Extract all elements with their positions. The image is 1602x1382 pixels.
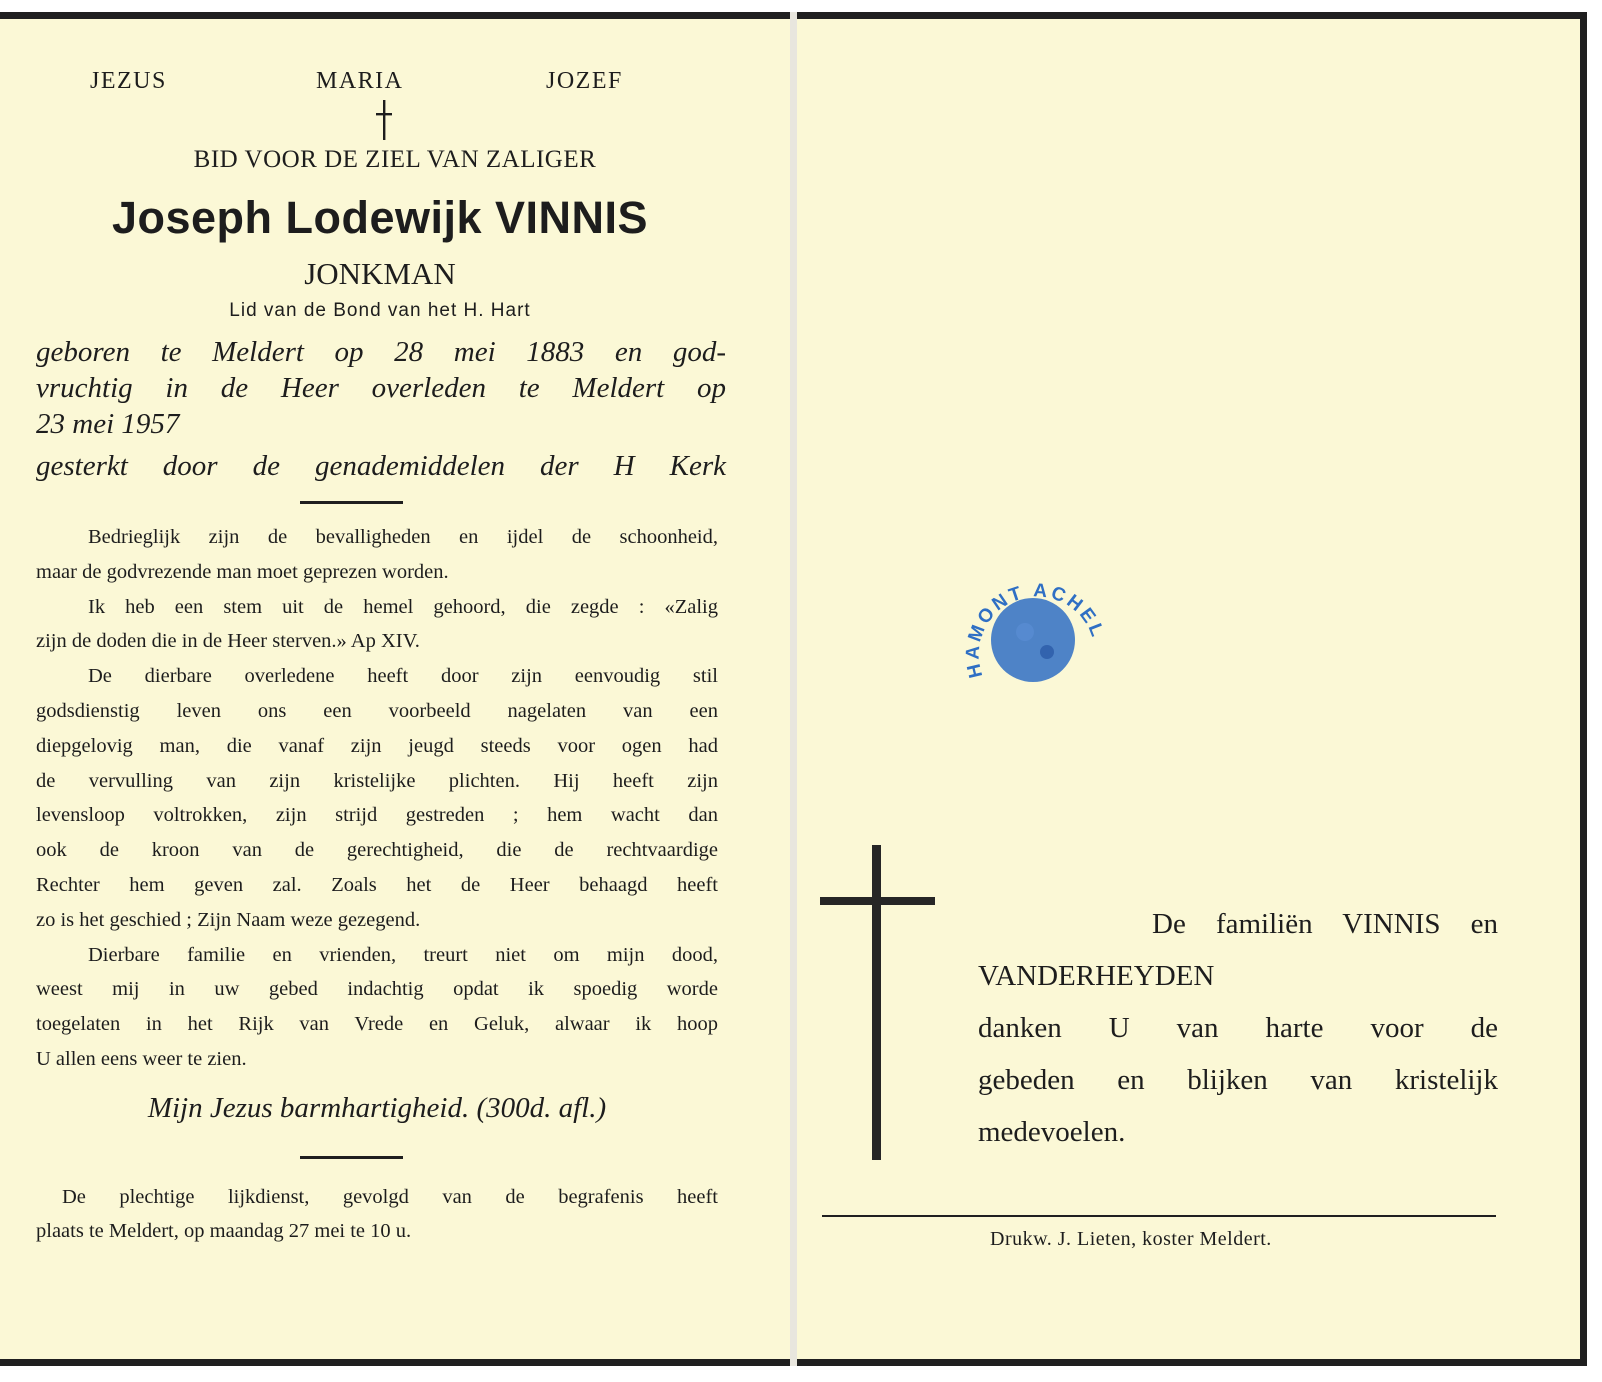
body-line: Ik heb een stem uit de hemel gehoord, die zegde : «Zalig xyxy=(88,595,718,618)
membership-line: Lid van de Bond van het H. Hart xyxy=(229,300,531,321)
stamp-text: HAMONT ACHEL xyxy=(962,580,1109,680)
body-line: weest mij in uw gebed indachtig opdat ik spoedig worde xyxy=(36,978,718,1001)
footer-rule xyxy=(822,1215,1496,1217)
body-line: toegelaten in het Rijk van Vrede en Geluk, alwaar ik hoop xyxy=(36,1013,718,1036)
body-line: zo is het geschied ; Zijn Naam weze gezegend. xyxy=(36,908,421,931)
printer-credit: Drukw. J. Lieten, koster Meldert. xyxy=(990,1228,1272,1250)
body-line: Bedrieglijk zijn de bevalligheden en ijdel de schoonheid, xyxy=(88,526,718,548)
small-cross-icon xyxy=(375,100,393,142)
holy-name-maria: MARIA xyxy=(316,68,404,94)
funeral-line: De plechtige lijkdienst, gevolgd van de begrafenis heeft xyxy=(62,1186,718,1208)
sacraments-text: gesterkt door de genademiddelen der H Kerk xyxy=(36,450,726,482)
body-line: ook de kroon van de gerechtigheid, die de rechtvaardige xyxy=(36,839,718,862)
card-fold xyxy=(790,12,797,1366)
parish-stamp-icon xyxy=(955,568,1115,718)
thanks-line: De familiën VINNIS en xyxy=(1152,908,1498,940)
thanks-line: medevoelen. xyxy=(978,1116,1126,1148)
funeral-notice xyxy=(36,1180,718,1248)
body-line: levensloop voltrokken, zijn strijd gestreden ; hem wacht dan xyxy=(36,804,718,827)
thanks-line: danken U van harte voor de xyxy=(978,1012,1498,1044)
deceased-name: Joseph Lodewijk VINNIS xyxy=(111,192,649,243)
right-page xyxy=(797,12,1587,1366)
closing-prayer: Mijn Jezus barmhartigheid. (300d. afl.) xyxy=(147,1092,607,1124)
large-cross-icon xyxy=(820,845,935,1160)
thanks-message xyxy=(978,898,1498,1158)
body-line: Rechter hem geven zal. Zoals het de Heer behaagd heeft xyxy=(36,873,718,896)
deceased-status: JONKMAN xyxy=(304,256,456,291)
body-line: maar de godvrezende man moet geprezen worden. xyxy=(36,560,449,583)
birth-death-line: vruchtig in de Heer overleden te Meldert op xyxy=(36,372,726,404)
obituary-body xyxy=(36,520,718,1077)
holy-name-jezus: JEZUS xyxy=(90,68,167,94)
divider-rule xyxy=(300,1156,403,1159)
prayer-intro: BID VOOR DE ZIEL VAN ZALIGER xyxy=(193,146,597,173)
body-line: godsdienstig leven ons een voorbeeld nagelaten van een xyxy=(36,699,718,722)
holy-name-jozef: JOZEF xyxy=(546,68,623,94)
thanks-line: gebeden en blijken van kristelijk xyxy=(978,1064,1498,1096)
divider-rule xyxy=(300,501,403,504)
body-line: de vervulling van zijn kristelijke plichten. Hij heeft zijn xyxy=(36,769,718,792)
birth-death-text xyxy=(36,334,726,442)
birth-death-line: geboren te Meldert op 28 mei 1883 en god- xyxy=(36,336,726,368)
body-line: U allen eens weer te zien. xyxy=(36,1047,247,1070)
birth-death-line: 23 mei 1957 xyxy=(36,408,180,440)
body-line: diepgelovig man, die vanaf zijn jeugd steeds voor ogen had xyxy=(36,734,718,757)
body-line: zijn de doden die in de Heer sterven.» Ap XIV. xyxy=(36,630,420,653)
sacraments-line xyxy=(36,448,726,484)
funeral-line: plaats te Meldert, op maandag 27 mei te 10 u. xyxy=(36,1220,412,1242)
body-line: Dierbare familie en vrienden, treurt niet om mijn dood, xyxy=(88,943,718,966)
body-line: De dierbare overledene heeft door zijn eenvoudig stil xyxy=(88,665,718,688)
thanks-line: VANDERHEYDEN xyxy=(978,960,1215,992)
